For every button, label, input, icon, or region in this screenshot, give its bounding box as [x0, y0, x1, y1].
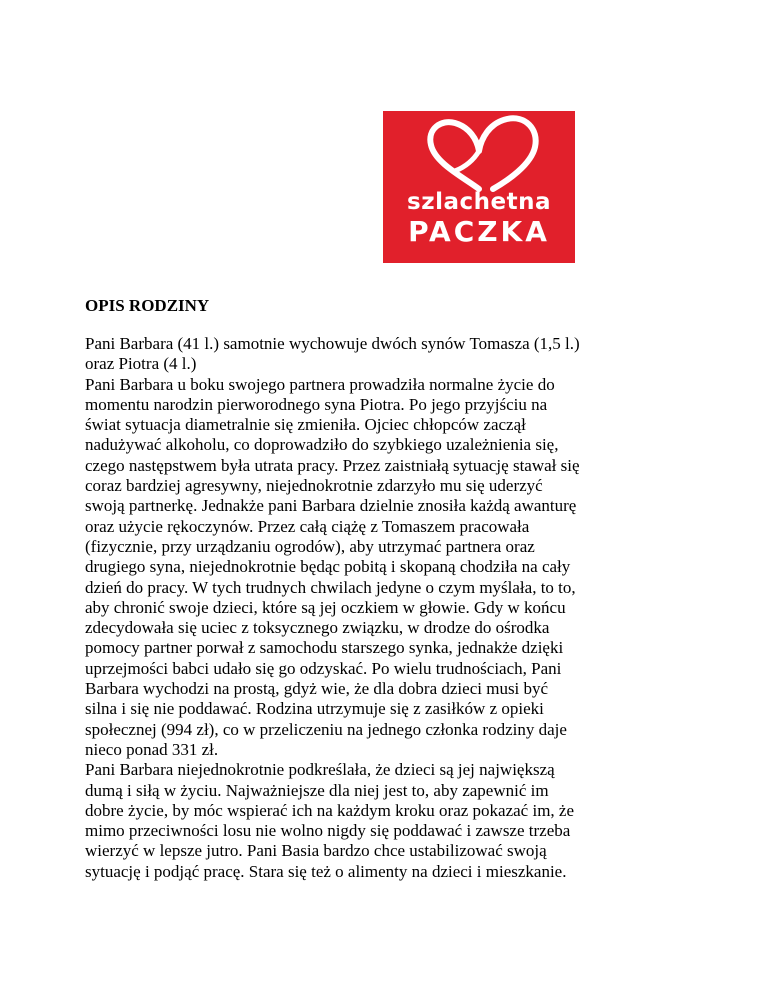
family-description: [85, 334, 685, 882]
text-line: momentu narodzin pierworodnego syna Piotra. Po jego przyjściu na: [85, 394, 548, 414]
text-line: uprzejmości babci udało się go odzyskać. Po wielu trudnościach, Pani: [85, 658, 562, 678]
szlachetna-paczka-logo: [383, 111, 575, 263]
text-line: świat sytuacja diametralnie się zmieniła. Ojciec chłopców zaczął: [85, 415, 526, 435]
text-line: silna i się nie poddawać. Rodzina utrzymuje się z zasiłków z opieki: [85, 699, 544, 719]
text-line: Pani Barbara (41 l.) samotnie wychowuje dwóch synów Tomasza (1,5 l.): [85, 334, 580, 353]
logo-text-szlachetna: szlachetna: [407, 189, 551, 215]
logo-text-paczka: PACZKA: [408, 215, 550, 248]
text-line: aby chronić swoje dzieci, które są jej oczkiem w głowie. Gdy w końcu: [85, 597, 566, 617]
text-line: Pani Barbara u boku swojego partnera prowadziła normalne życie do: [85, 374, 555, 394]
text-line: dzień do pracy. W tych trudnych chwilach jedyne o czym myślała, to to,: [85, 577, 576, 597]
section-heading: OPIS RODZINY: [85, 296, 210, 315]
text-line: Pani Barbara niejednokrotnie podkreślała, że dzieci są jej największą: [85, 760, 555, 780]
text-line: Barbara wychodzi na prostą, gdyż wie, że dla dobra dzieci musi być: [85, 679, 549, 699]
text-line: dobre życie, by móc wspierać ich na każdym kroku oraz pokazać im, że: [85, 800, 575, 820]
text-line: drugiego syna, niejednokrotnie będąc pobitą i skopaną chodziła na cały: [85, 557, 571, 577]
text-line: sytuację i podjąć pracę. Stara się też o alimenty na dzieci i mieszkanie.: [85, 861, 567, 881]
text-line: swoją partnerkę. Jednakże pani Barbara dzielnie znosiła każdą awanturę: [85, 496, 577, 516]
text-line: nadużywać alkoholu, co doprowadziło do szybkiego uzależnienia się,: [85, 435, 559, 455]
text-line: społecznej (994 zł), co w przeliczeniu na jednego członka rodziny daje: [85, 719, 567, 739]
text-line: nieco ponad 331 zł.: [85, 739, 219, 759]
text-line: coraz bardziej agresywny, niejednokrotnie zdarzyło mu się uderzyć: [85, 476, 543, 496]
text-line: zdecydowała się uciec z toksycznego związku, w drodze do ośrodka: [85, 618, 550, 638]
text-line: dumą i siłą w życiu. Najważniejsze dla niej jest to, aby zapewnić im: [85, 780, 549, 800]
text-line: (fizycznie, przy urządzaniu ogrodów), aby utrzymać partnera oraz: [85, 536, 535, 556]
text-line: pomocy partner porwał z samochodu starszego synka, jednakże dzięki: [85, 638, 564, 658]
text-line: mimo przeciwności losu nie wolno nigdy się poddawać i zawsze trzeba: [85, 821, 571, 841]
text-line: oraz użycie rękoczynów. Przez całą ciążę z Tomaszem pracowała: [85, 516, 530, 536]
text-line: oraz Piotra (4 l.): [85, 354, 197, 374]
text-line: wierzyć w lepsze jutro. Pani Basia bardzo chce ustabilizować swoją: [85, 841, 547, 861]
text-line: czego następstwem była utrata pracy. Przez zaistniałą sytuację stawał się: [85, 455, 580, 475]
